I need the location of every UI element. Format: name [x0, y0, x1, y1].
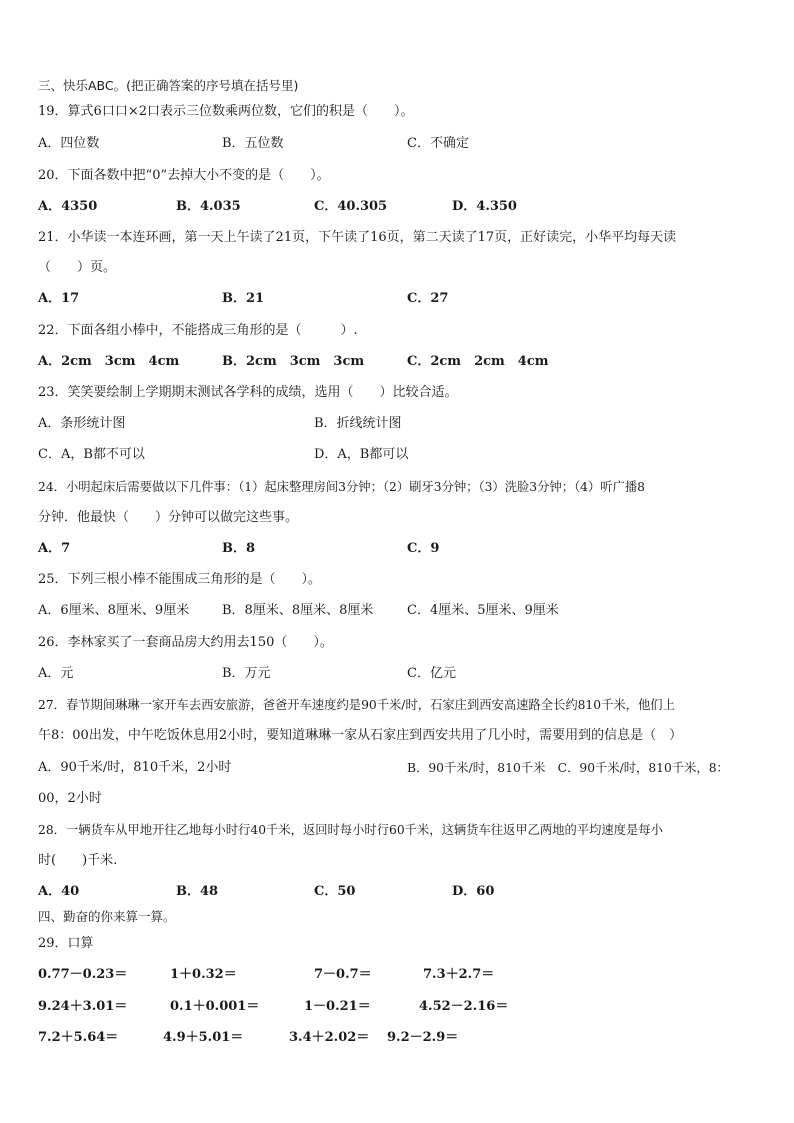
question-21-stem-line2: （ ）页。: [38, 260, 117, 275]
oral-calc-r2-c2: 0.1＋0.001＝: [170, 999, 260, 1014]
oral-calc-r1-c1: 0.77－0.23＝: [38, 967, 128, 982]
question-23-option-d: D．A，B都可以: [314, 447, 409, 462]
question-28-option-d: D．60: [452, 884, 495, 899]
oral-calc-r3-c4: 9.2－2.9＝: [387, 1030, 459, 1045]
question-19-option-a: A．四位数: [38, 136, 100, 151]
question-20-option-b: B．4.035: [176, 199, 241, 214]
question-27-option-a: A．90千米/时，810千米，2小时: [38, 760, 232, 775]
question-28-option-a: A．40: [38, 884, 80, 899]
question-19-option-c: C．不确定: [407, 136, 469, 151]
question-28-option-c: C．50: [314, 884, 356, 899]
section-4-title: 四、勤奋的你来算一算。: [38, 909, 176, 924]
question-26-option-c: C．亿元: [407, 666, 456, 681]
question-24-option-c: C．9: [407, 541, 440, 556]
oral-calc-r2-c3: 1－0.21＝: [304, 999, 371, 1014]
question-24-stem-line2: 分钟．他最快（ ）分钟可以做完这些事。: [38, 510, 299, 525]
question-20-stem: 20．下面各数中把“0”去掉大小不变的是（ ）。: [38, 168, 330, 183]
question-21-option-a: A．17: [38, 291, 80, 306]
question-24-stem-line1: 24．小明起床后需要做以下几件事：（1）起床整理房间3分钟；（2）刷牙3分钟；（3）洗脸3分钟；（4）听广播8: [38, 480, 645, 494]
oral-calc-r2-c4: 4.52－2.16＝: [419, 999, 509, 1014]
oral-calc-r1-c2: 1＋0.32＝: [170, 967, 237, 982]
question-28-stem-line1: 28．一辆货车从甲地开往乙地每小时行40千米，返回时每小时行60千米，这辆货车往返甲乙两地的平均速度是每小: [38, 823, 663, 837]
question-22-stem: 22．下面各组小棒中，不能搭成三角形的是（ ）.: [38, 323, 358, 338]
oral-calc-r1-c4: 7.3＋2.7＝: [423, 967, 495, 982]
question-28-option-b: B．48: [176, 884, 219, 899]
question-26-option-b: B．万元: [222, 666, 271, 681]
question-23-option-a: A．条形统计图: [38, 416, 126, 431]
question-25-option-b: B．8厘米、8厘米、8厘米: [222, 603, 374, 618]
question-19-stem: 19．算式6口口×2口表示三位数乘两位数，它们的积是（ ）。: [38, 104, 414, 119]
question-24-option-b: B．8: [222, 541, 256, 556]
section-3-title: 三、快乐ABC。(把正确答案的序号填在括号里): [38, 78, 299, 93]
question-28-stem-line2: 时( )千米.: [38, 853, 118, 868]
oral-calc-r3-c1: 7.2＋5.64＝: [38, 1030, 119, 1045]
question-23-option-c: C．A，B都不可以: [38, 447, 145, 462]
question-21-option-b: B．21: [222, 291, 265, 306]
question-27-stem-line2: 午8：00出发，中午吃饭休息用2小时，要知道琳琳一家从石家庄到西安共用了几小时，需要用到的信息是（ ）: [38, 728, 683, 743]
question-23-stem: 23．笑笑要绘制上学期期末测试各学科的成绩，选用（ ）比较合适。: [38, 385, 458, 400]
question-24-option-a: A．7: [38, 541, 71, 556]
question-25-stem: 25．下列三根小棒不能围成三角形的是（ ）。: [38, 572, 322, 587]
question-21-option-c: C．27: [407, 291, 449, 306]
question-27-option-b-c: B．90千米/时，810千米 C．90千米/时，810千米，8：: [407, 761, 729, 775]
question-20-option-a: A．4350: [38, 199, 98, 214]
question-23-option-b: B．折线统计图: [314, 416, 402, 431]
question-22-option-c: C．2cm 2cm 4cm: [407, 354, 549, 369]
oral-calc-r2-c1: 9.24＋3.01＝: [38, 999, 128, 1014]
question-20-option-c: C．40.305: [314, 199, 388, 214]
question-29-title: 29．口算: [38, 936, 94, 951]
question-26-stem: 26．李林家买了一套商品房大约用去150（ ）。: [38, 635, 333, 650]
question-25-option-c: C．4厘米、5厘米、9厘米: [407, 603, 559, 618]
question-27-option-c-continued: 00，2小时: [38, 791, 102, 806]
question-27-stem-line1: 27．春节期间琳琳一家开车去西安旅游，爸爸开车速度约是90千米/时，石家庄到西安高速路全长约810千米，他们上: [38, 698, 675, 712]
question-19-option-b: B．五位数: [222, 136, 284, 151]
oral-calc-r3-c2: 4.9＋5.01＝: [163, 1030, 244, 1045]
question-21-stem-line1: 21．小华读一本连环画，第一天上午读了21页，下午读了16页，第二天读了17页，正好读完，小华平均每天读: [38, 230, 677, 245]
oral-calc-r1-c3: 7－0.7＝: [314, 967, 372, 982]
question-25-option-a: A．6厘米、8厘米、9厘米: [38, 603, 190, 618]
question-26-option-a: A．元: [38, 666, 74, 681]
oral-calc-r3-c3: 3.4＋2.02＝: [289, 1030, 370, 1045]
question-22-option-b: B．2cm 3cm 3cm: [222, 354, 365, 369]
question-20-option-d: D．4.350: [452, 199, 517, 214]
question-22-option-a: A．2cm 3cm 4cm: [38, 354, 180, 369]
